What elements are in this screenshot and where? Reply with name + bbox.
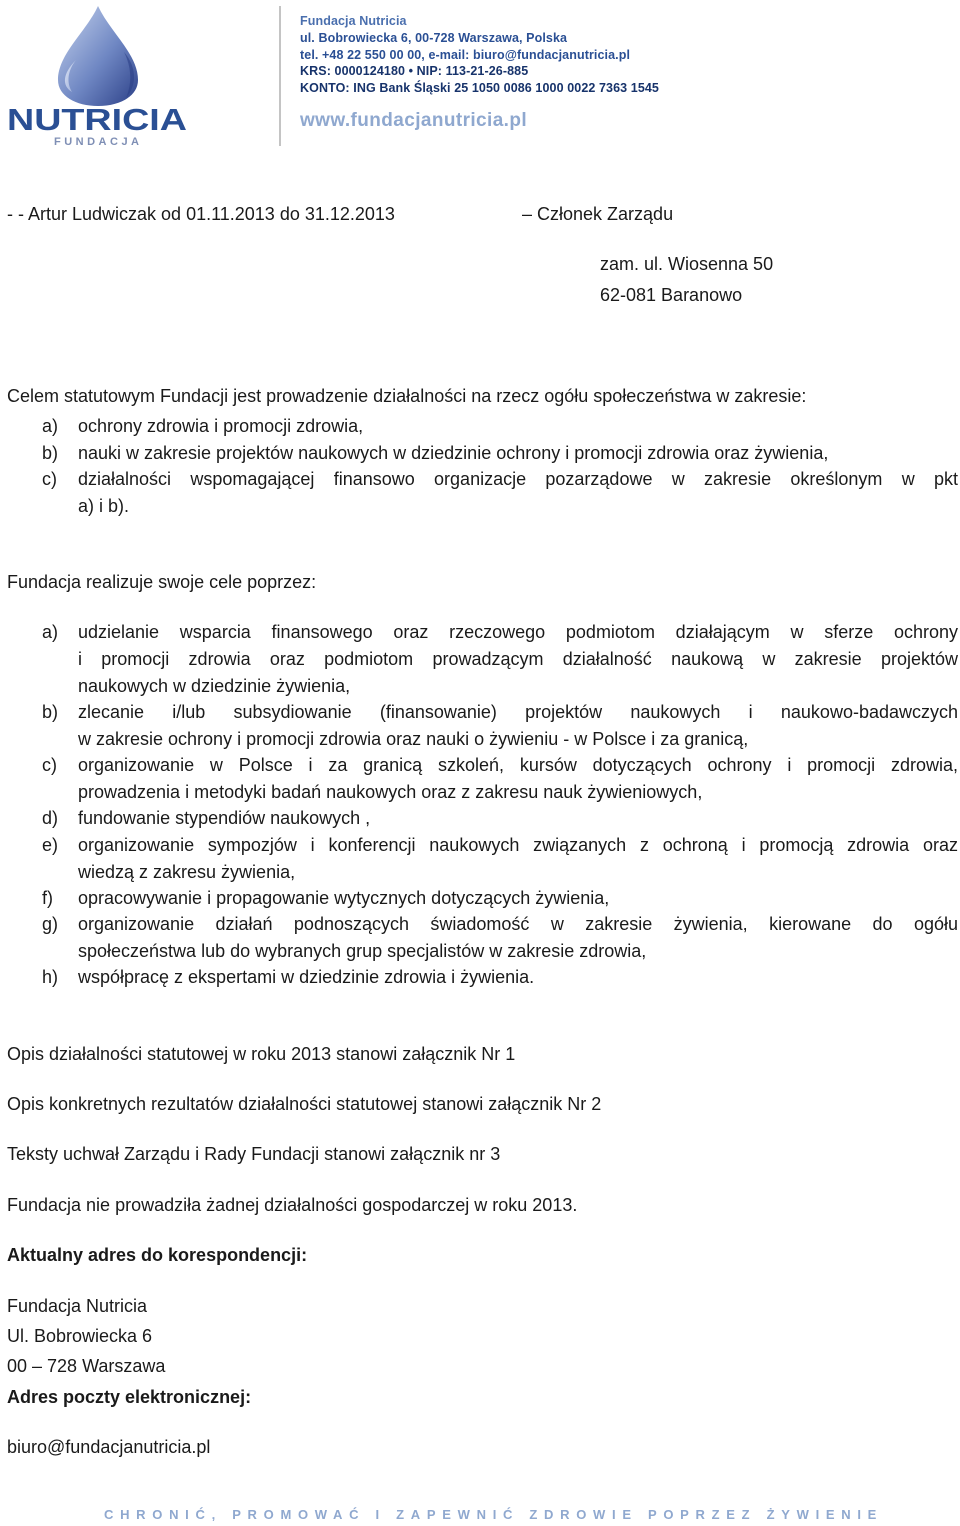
- list-item: i promocji zdrowia oraz podmiotom prowadzącym działalność naukową w zakresie projektów: [78, 649, 958, 669]
- list-item: wiedzą z zakresu żywienia,: [78, 862, 296, 882]
- list-label: b): [42, 443, 59, 463]
- member-name: - - Artur Ludwiczak od 01.11.2013 do 31.12.2013: [7, 204, 395, 224]
- statement-attachment-2: Opis konkretnych rezultatów działalności statutowej stanowi załącznik Nr 2: [7, 1094, 602, 1114]
- list-item: organizowanie działań podnoszących świadomość w zakresie żywienia, kierowane do ogółu: [78, 914, 958, 934]
- list-item: współpracę z ekspertami w dziedzinie zdrowia i żywienia.: [78, 967, 535, 987]
- correspondence-line-3: 00 – 728 Warszawa: [7, 1356, 166, 1376]
- list-item: opracowywanie i propagowanie wytycznych dotyczących żywienia,: [78, 888, 610, 908]
- list-item: zlecanie i/lub subsydiowanie (finansowanie) projektów naukowych i naukowo-badawczych: [78, 702, 958, 722]
- list-item: fundowanie stypendiów naukowych ,: [78, 808, 371, 828]
- goals-intro: Celem statutowym Fundacji jest prowadzenie działalności na rzecz ogółu społeczeństwa w zakresie:: [7, 386, 807, 406]
- list-label: f): [42, 888, 53, 908]
- org-website: www.fundacjanutricia.pl: [300, 110, 528, 131]
- footer-slogan: CHRONIĆ, PROMOWAĆ I ZAPEWNIĆ ZDROWIE POPRZEZ ŻYWIENIE: [104, 1507, 884, 1522]
- list-item: naukowych w dziedzinie żywienia,: [78, 676, 351, 696]
- org-bank-account: KONTO: ING Bank Śląski 25 1050 0086 1000 0022 7363 1545: [300, 81, 659, 95]
- list-item: działalności wspomagającej finansowo organizacje pozarządowe w zakresie określonym w pkt: [78, 469, 958, 489]
- statement-attachment-3: Teksty uchwał Zarządu i Rady Fundacji stanowi załącznik nr 3: [7, 1144, 501, 1164]
- correspondence-line-1: Fundacja Nutricia: [7, 1296, 148, 1316]
- list-item-continued: a) i b).: [78, 496, 130, 516]
- list-item: organizowanie w Polsce i za granicą szkoleń, kursów dotyczących ochrony i promocji zdrowia,: [78, 755, 958, 775]
- list-label: d): [42, 808, 59, 828]
- list-label: e): [42, 835, 59, 855]
- list-item: prowadzenia i metodyki badań naukowych oraz z zakresu nauk żywieniowych,: [78, 782, 703, 802]
- correspondence-heading: Aktualny adres do korespondencji:: [7, 1245, 308, 1265]
- list-label: g): [42, 914, 59, 934]
- svg-text:FUNDACJA: FUNDACJA: [54, 136, 143, 148]
- list-label: h): [42, 967, 59, 987]
- list-label: a): [42, 622, 59, 642]
- list-item: nauki w zakresie projektów naukowych w dziedzinie ochrony i promocji zdrowia oraz żywienia,: [78, 443, 829, 463]
- email-address: biuro@fundacjanutricia.pl: [7, 1437, 211, 1457]
- list-item: w zakresie ochrony i promocji zdrowia oraz nauki o żywieniu - w Polsce i za granicą,: [78, 729, 749, 749]
- member-role: – Członek Zarządu: [522, 204, 674, 224]
- drop-logo-icon: [6, 4, 192, 148]
- list-item: organizowanie sympozjów i konferencji naukowych związanych z ochroną i promocją zdrowia oraz: [78, 835, 958, 855]
- org-contact: tel. +48 22 550 00 00, e-mail: biuro@fundacjanutricia.pl: [300, 48, 631, 62]
- list-label: b): [42, 702, 59, 722]
- list-label: c): [42, 755, 57, 775]
- list-item: udzielanie wsparcia finansowego oraz rzeczowego podmiotom działającym w sferze ochrony: [78, 622, 958, 642]
- org-krs: KRS: 0000124180 • NIP: 113-21-26-885: [300, 64, 529, 78]
- member-address-2: 62-081 Baranowo: [600, 285, 743, 305]
- header-divider: [279, 6, 281, 146]
- org-address: ul. Bobrowiecka 6, 00-728 Warszawa, Polska: [300, 31, 568, 45]
- list-item: społeczeństwa lub do wybranych grup specjalistów w zakresie zdrowia,: [78, 941, 647, 961]
- list-label: a): [42, 416, 59, 436]
- statement-attachment-1: Opis działalności statutowej w roku 2013 stanowi załącznik Nr 1: [7, 1044, 516, 1064]
- email-heading: Adres poczty elektronicznej:: [7, 1387, 252, 1407]
- svg-text:NUTRICIA: NUTRICIA: [7, 102, 187, 137]
- member-address-1: zam. ul. Wiosenna 50: [600, 254, 774, 274]
- list-item: ochrony zdrowia i promocji zdrowia,: [78, 416, 364, 436]
- nutricia-logo: [6, 4, 192, 148]
- correspondence-line-2: Ul. Bobrowiecka 6: [7, 1326, 153, 1346]
- statement-no-business: Fundacja nie prowadziła żadnej działalności gospodarczej w roku 2013.: [7, 1195, 578, 1215]
- org-name: Fundacja Nutricia: [300, 14, 407, 28]
- means-intro: Fundacja realizuje swoje cele poprzez:: [7, 572, 317, 592]
- list-label: c): [42, 469, 57, 489]
